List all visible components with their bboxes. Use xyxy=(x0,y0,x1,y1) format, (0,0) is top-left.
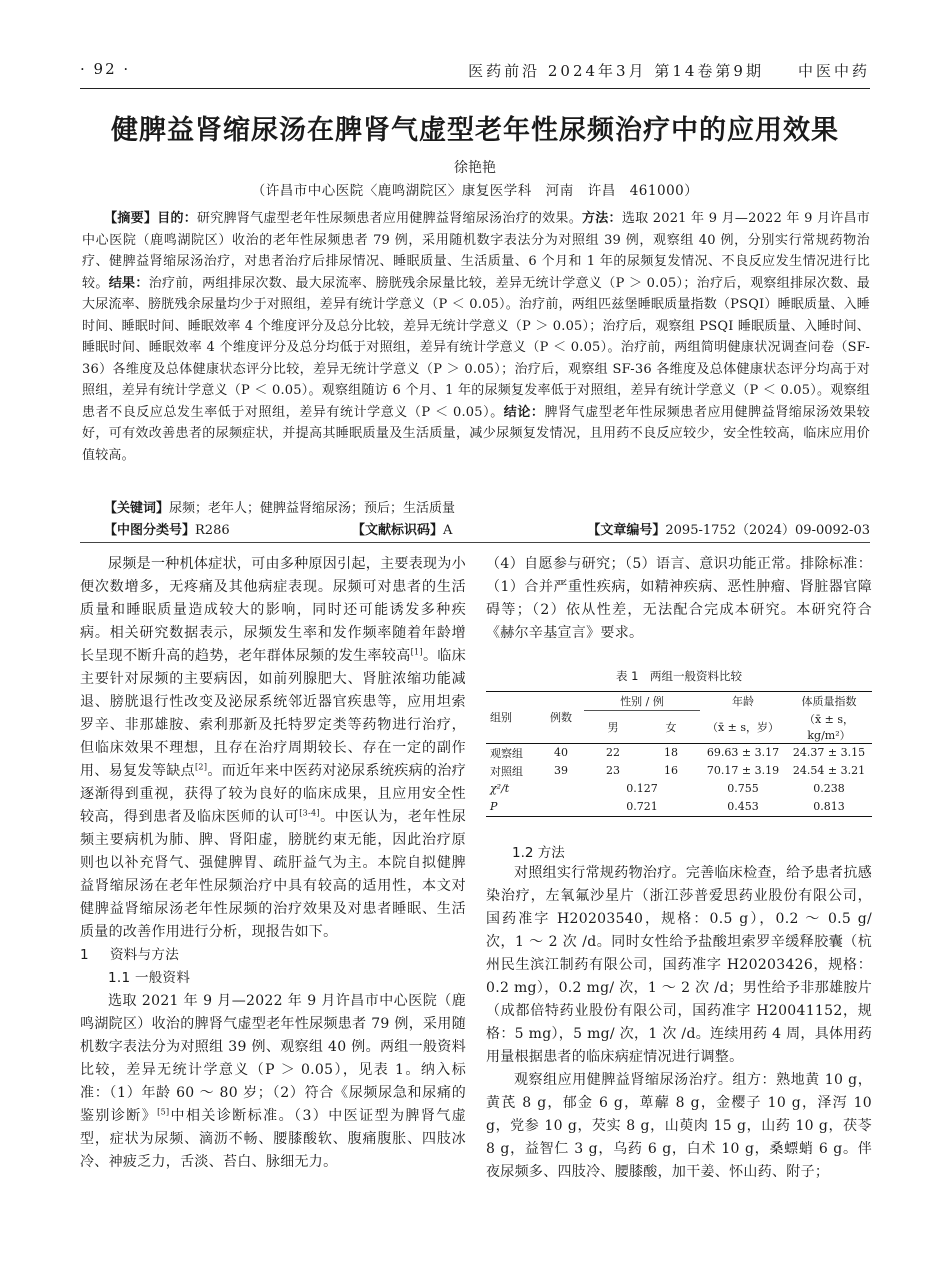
abstract-separator xyxy=(80,542,870,543)
cell-p-label: P xyxy=(486,798,538,817)
control-group-paragraph: 对照组实行常规药物治疗。完善临床检查，给予患者抗感染治疗，左氧氟沙星片（浙江莎普爱思药业股份有限公司，国药准字 H20203540，规格：0.5 g），0.2 ～ 0.5 g/ 次，1 ～ 2 次 /d。同时女性给予盐酸坦索罗辛缓释胶囊（杭州民生滨江制药有限公司，国药准字 H20203426，规格：0.2 mg），0.2 mg/ 次，1 ～ 2 次 /d；男性给予非那雄胺片（成都倍特药业股份有限公司，国药准字 H20041152，规格：5 mg），5 mg/ 次，1 次 /d。连续用药 4 周，具体用药用量根据患者的临床病症情况进行调整。 xyxy=(486,865,872,1065)
article-number xyxy=(587,519,870,538)
section-number: 1 xyxy=(80,947,89,963)
cell-male: 23 xyxy=(606,764,620,777)
intro-text-1: 尿频是一种机体症状，可由多种原因引起，主要表现为小便次数增多，无疼痛及其他病症表现。尿频可对患者的生活质量和睡眠质量造成较大的影响，同时还可能诱发多种疾病。相关研究数据表示，尿频发生率和发作频率随着年龄增长呈现不断升高的趋势，老年群体尿频的发生率较高 xyxy=(80,556,466,664)
methods-label: 方法： xyxy=(581,211,622,226)
general-data-text-2: 中相关诊断标准。（3）中医证型为脾肾气虚型，症状为尿频、滴沥不畅、腰膝酸软、腹痛腹胀、四肢冰冷、神疲乏力，舌淡、苔白、脉细无力。 xyxy=(80,1108,466,1170)
intro-text-4: 。中医认为，老年性尿频主要病机为肺、脾、肾阳虚，膀胱约束无能，因此治疗原则也以补充肾气、强健脾胃、疏肝益气为主。本院自拟健脾益肾缩尿汤在老年性尿频治疗中具有较高的适用性，本文对健脾益肾缩尿汤老年性尿频的治疗效果及对患者睡眠、生活质量的改善作用进行分析，现报告如下。 xyxy=(80,809,467,940)
cell-p-bmi: 0.813 xyxy=(786,798,872,817)
body-left-column xyxy=(80,553,466,1174)
table-row-p xyxy=(486,798,872,817)
keywords xyxy=(104,497,874,516)
cell-age: 69.63 ± 3.17 xyxy=(706,746,780,759)
section-heading-1 xyxy=(80,944,466,967)
th-female: 女 xyxy=(642,711,700,744)
table-row xyxy=(486,762,872,780)
results-label: 结果： xyxy=(108,275,149,291)
cell-female: 16 xyxy=(664,764,678,777)
journal-header xyxy=(468,60,870,81)
subsection-heading-1-1: 1.1 一般资料 xyxy=(108,970,191,986)
cell-male: 22 xyxy=(606,746,620,759)
intro-text-2: 。临床主要针对尿频的主要病因，如前列腺肥大、肾脏浓缩功能减退、膀胱退行性改变及泌尿系统邻近器官疾患等，应用坦索罗辛、非那雄胺、索利那新及托特罗定类等药物进行治疗，但临床效果不理想，且存在治疗周期较长、存在一定的副作用、易复发等缺点 xyxy=(80,648,467,779)
subsection-heading-1-2: 1.2 方法 xyxy=(512,845,565,861)
criteria-paragraph: （4）自愿参与研究；（5）语言、意识功能正常。排除标准：（1）合并严重性疾病，如精神疾病、恶性肿瘤、肾脏器官障碍等；（2）依从性差，无法配合完成本研究。本研究符合《赫尔辛基宣言》要求。 xyxy=(486,556,872,641)
abstract-conclusion: 脾肾气虚型老年性尿频患者应用健脾益肾缩尿汤效果较好，可有效改善患者的尿频症状，并提高其睡眠质量及生活质量，减少尿频复发情况，且用药不良反应较少，安全性较高，临床应用价值较高。 xyxy=(82,404,870,463)
section-name: 中医中药 xyxy=(797,62,870,80)
th-group: 组别 xyxy=(486,692,538,744)
abstract xyxy=(82,208,870,466)
section-title: 资料与方法 xyxy=(110,947,179,963)
body-right-column xyxy=(486,553,872,645)
objective-label: 目的： xyxy=(157,211,198,226)
article-label: 【文章编号】 xyxy=(587,523,666,538)
observation-group-paragraph: 观察组应用健脾益肾缩尿汤治疗。组方：熟地黄 10 g，黄芪 8 g，郁金 6 g，萆薢 8 g，金樱子 10 g，泽泻 10 g，党参 10 g，芡实 8 g，山萸肉 15 g，山药 10 g，茯苓 8 g，益智仁 3 g，乌药 6 g，白术 10 g，桑螵蛸 6 g。伴夜尿频多、四肢冷、腰膝酸，加干姜、怀山药、附子； xyxy=(486,1072,872,1180)
table-caption: 表 1 两组一般资料比较 xyxy=(616,669,742,683)
clc-label: 【中图分类号】 xyxy=(104,523,196,538)
intro-paragraph xyxy=(80,553,466,944)
table-row-stat xyxy=(486,780,872,798)
th-male: 男 xyxy=(584,711,642,744)
page-number: · 92 · xyxy=(80,60,131,78)
cell-bmi: 24.54 ± 3.21 xyxy=(792,764,866,777)
classification-row xyxy=(104,519,870,538)
doc-code xyxy=(352,519,452,538)
keywords-label: 【关键词】 xyxy=(104,501,170,516)
methods-column xyxy=(486,862,872,1184)
doc-value: A xyxy=(443,523,453,538)
th-bmi: 体质量指数 xyxy=(786,692,872,711)
intro-text-3: 。而近年来中医药对泌尿系统疾病的治疗逐渐得到重视，获得了较为良好的临床成果，且应用安全性较高，得到患者及临床医师的认可 xyxy=(80,763,467,825)
cell-age: 70.17 ± 3.19 xyxy=(706,764,780,777)
conclusion-label: 结论： xyxy=(503,404,545,420)
citation-1: [1] xyxy=(410,647,423,657)
cell-n: 39 xyxy=(554,764,568,777)
general-data-text-1: 选取 2021 年 9 月—2022 年 9 月许昌市中心医院（鹿鸣湖院区）收治的脾肾气虚型老年性尿频患者 79 例，采用随机数字表法分为对照组 39 例、观察组 40 例。两组一般资料比较，差异无统计学意义（P ＞ 0.05），见表 1。纳入标准：（1）年龄 60 ～ 80 岁；（2）符合《尿频尿急和尿痛的鉴别诊断》 xyxy=(80,993,466,1124)
keywords-text: 尿频；老年人；健脾益肾缩尿汤；预后；生活质量 xyxy=(169,501,456,516)
th-age-unit: （x̄ ± s，岁） xyxy=(700,711,786,744)
cell-stat-sex: 0.127 xyxy=(626,782,658,795)
cell-group: 观察组 xyxy=(490,746,523,760)
affiliation: （许昌市中心医院〈鹿鸣湖院区〉康复医学科 河南 许昌 461000） xyxy=(251,183,699,199)
abstract-results: 治疗前，两组排尿次数、最大尿流率、膀胱残余尿量比较，差异无统计学意义（P ＞ 0.05）；治疗后，观察组排尿次数、最大尿流率、膀胱残余尿量均少于对照组，差异有统计学意义（P ＜ 0.05）。治疗前，两组匹兹堡睡眠质量指数（PSQI）睡眠质量、入睡时间、睡眠时间、睡眠效率 4 个维度评分及总分比较，差异无统计学意义（P ＞ 0.05）；治疗后，观察组 PSQI 睡眠质量、入睡时间、睡眠时间、睡眠效率 4 个维度评分及总分均低于对照组，差异有统计学意义（P ＜ 0.05）。治疗前，两组简明健康状况调查问卷（SF-36）各维度及总体健康状态评分比较，差异无统计学意义（P ＞ 0.05）；治疗后，观察组 SF-36 各维度及总体健康状态评分均高于对照组，差异有统计学意义（P ＜ 0.05）。观察组随访 6 个月、1 年的尿频复发率低于对照组，差异有统计学意义（P ＜ 0.05）。观察组患者不良反应总发生率低于对照组，差异有统计学意义（P ＜ 0.05）。 xyxy=(82,275,871,420)
cell-stat-age: 0.755 xyxy=(727,782,759,795)
header-rule xyxy=(80,88,870,89)
article-title: 健脾益肾缩尿汤在脾肾气虚型老年性尿频治疗中的应用效果 xyxy=(111,115,839,146)
table-1 xyxy=(486,691,872,817)
article-value: 2095-1752（2024）09-0092-03 xyxy=(665,523,870,538)
abstract-label: 【摘要】 xyxy=(104,211,158,226)
doc-label: 【文献标识码】 xyxy=(352,523,444,538)
clc-value: R286 xyxy=(195,523,230,538)
cell-p-sex: 0.721 xyxy=(584,798,700,817)
cell-bmi: 24.37 ± 3.15 xyxy=(792,746,866,759)
citation-3: [3-4] xyxy=(299,808,320,818)
author: 徐艳艳 xyxy=(454,160,496,176)
abstract-objective: 研究脾肾气虚型老年性尿频患者应用健脾益肾缩尿汤治疗的效果。 xyxy=(197,211,582,226)
table-row xyxy=(486,743,872,762)
citation-2: [2] xyxy=(195,762,208,772)
general-data-paragraph xyxy=(80,990,466,1174)
clc xyxy=(104,523,230,538)
cell-n: 40 xyxy=(554,746,568,759)
cell-stat-bmi: 0.238 xyxy=(813,782,845,795)
citation-5: [5] xyxy=(157,1107,170,1117)
th-n: 例数 xyxy=(538,692,584,744)
cell-stat-label: χ²/t xyxy=(490,782,510,795)
cell-p-age: 0.453 xyxy=(700,798,786,817)
th-bmi-unit: （x̄ ± s，kg/m²） xyxy=(786,711,872,744)
cell-group: 对照组 xyxy=(490,764,523,778)
journal-info: 医药前沿 2024年3月 第14卷第9期 xyxy=(468,62,764,80)
th-age: 年龄 xyxy=(700,692,786,711)
th-sex: 性别 / 例 xyxy=(584,692,700,711)
cell-female: 18 xyxy=(664,746,678,759)
abstract-methods: 选取 2021 年 9 月—2022 年 9 月许昌市中心医院（鹿鸣湖院区）收治的老年性尿频患者 79 例，采用随机数字表法分为对照组 39 例，观察组 40 例，分别实行常规药物治疗、健脾益肾缩尿汤治疗，对患者治疗后排尿情况、睡眠质量、生活质量、6 个月和 1 年的尿频复发情况、不良反应发生情况进行比较。 xyxy=(82,211,870,291)
